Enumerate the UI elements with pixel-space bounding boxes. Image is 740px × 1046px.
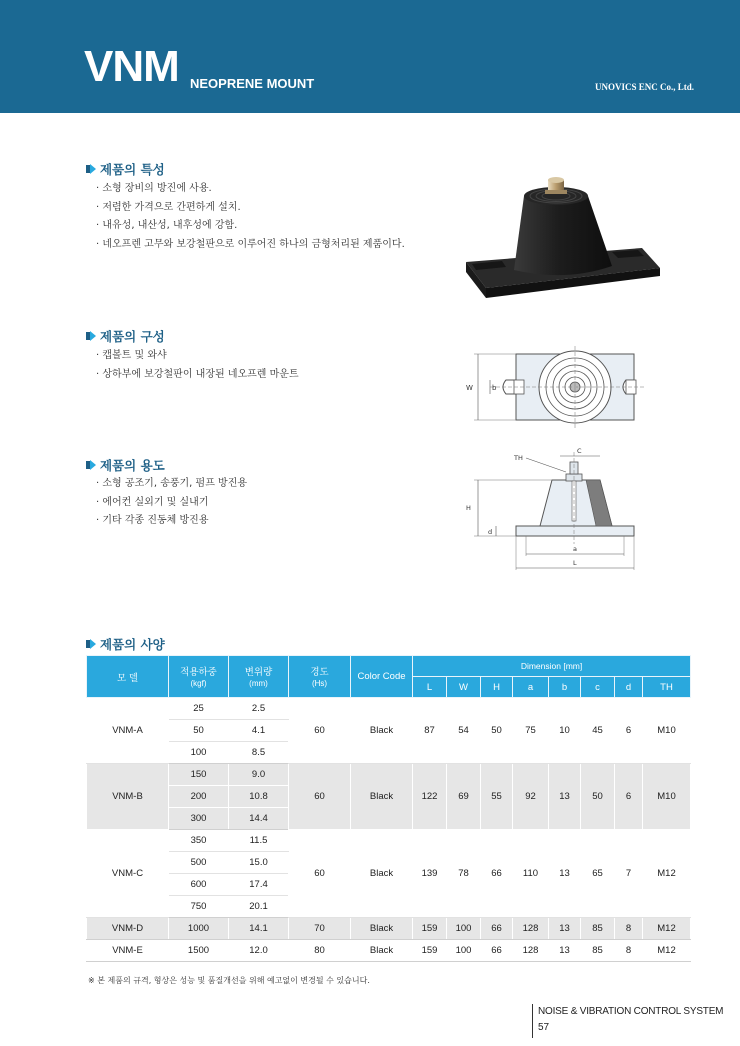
header-dimension: Dimension [mm]	[413, 656, 691, 677]
section-arrow-icon	[86, 164, 96, 174]
cell-load: 500	[169, 852, 229, 874]
cell-dim-w: 54	[447, 698, 481, 764]
page-number: 57	[538, 1022, 550, 1033]
cell-model: VNM-A	[87, 698, 169, 764]
cell-dim-d: 6	[615, 764, 643, 830]
header-load: 적용하중 (kgf)	[169, 656, 229, 698]
cell-load: 350	[169, 830, 229, 852]
header-color-code: Color Code	[351, 656, 413, 698]
disclaimer-note: ※ 본 제품의 규격, 형상은 성능 및 품질개선을 위해 예고없이 변경될 수 있습니다.	[88, 976, 370, 985]
cell-load: 100	[169, 742, 229, 764]
cell-hardness: 80	[289, 940, 351, 962]
cell-dim-h: 66	[481, 918, 513, 940]
header-model: 모 델	[87, 656, 169, 698]
dim-label-w: W	[466, 384, 473, 392]
usage-list	[96, 475, 247, 531]
header-dim-b: b	[549, 677, 581, 698]
cell-color-code: Black	[351, 764, 413, 830]
dim-label-l: L	[573, 559, 577, 567]
section-arrow-icon	[86, 331, 96, 341]
cell-hardness: 60	[289, 698, 351, 764]
cell-load: 25	[169, 698, 229, 720]
section-features-title	[86, 160, 165, 178]
cell-color-code: Black	[351, 698, 413, 764]
cell-dim-l: 159	[413, 918, 447, 940]
cell-deflection: 15.0	[229, 852, 289, 874]
header-dim-c: c	[581, 677, 615, 698]
cell-load: 1500	[169, 940, 229, 962]
cell-dim-c: 85	[581, 918, 615, 940]
list-item: · 상하부에 보강철판이 내장된 네오프렌 마운트	[96, 366, 299, 385]
dim-label-b: b	[492, 384, 497, 392]
table-row	[87, 918, 691, 940]
cell-color-code: Black	[351, 830, 413, 918]
cell-dim-l: 87	[413, 698, 447, 764]
header-dim-w: W	[447, 677, 481, 698]
cell-dim-w: 78	[447, 830, 481, 918]
table-row	[87, 830, 691, 852]
product-subtitle: NEOPRENE MOUNT	[190, 76, 315, 91]
list-item: · 소형 공조기, 송풍기, 펌프 방진용	[96, 475, 247, 494]
section-title-text: 제품의 구성	[100, 329, 165, 344]
cell-dim-b: 13	[549, 830, 581, 918]
header-deflection: 변위량 (mm)	[229, 656, 289, 698]
list-item: · 저렴한 가격으로 간편하게 설치.	[96, 199, 405, 218]
cell-dim-b: 13	[549, 940, 581, 962]
section-title-text: 제품의 특성	[100, 162, 165, 177]
header-hardness: 경도 (Hs)	[289, 656, 351, 698]
cell-deflection: 14.1	[229, 918, 289, 940]
cell-dim-a: 110	[513, 830, 549, 918]
cell-deflection: 10.8	[229, 786, 289, 808]
cell-model: VNM-C	[87, 830, 169, 918]
cell-dim-h: 55	[481, 764, 513, 830]
cell-dim-a: 75	[513, 698, 549, 764]
dim-label-c: C	[577, 447, 582, 455]
cell-load: 1000	[169, 918, 229, 940]
company-name: UNOVICS ENC Co., Ltd.	[594, 82, 694, 92]
cell-hardness: 60	[289, 830, 351, 918]
section-usage-title	[86, 456, 165, 474]
cell-load: 300	[169, 808, 229, 830]
section-spec-title	[86, 635, 165, 653]
dim-label-th: TH	[514, 454, 523, 462]
cell-dim-w: 69	[447, 764, 481, 830]
cell-hardness: 70	[289, 918, 351, 940]
footer-title: NOISE & VIBRATION CONTROL SYSTEM	[538, 1006, 724, 1017]
cell-dim-l: 139	[413, 830, 447, 918]
cell-dim-th: M12	[643, 830, 691, 918]
cell-color-code: Black	[351, 918, 413, 940]
cell-load: 150	[169, 764, 229, 786]
cell-model: VNM-B	[87, 764, 169, 830]
cell-deflection: 20.1	[229, 896, 289, 918]
list-item: · 캡볼트 및 와샤	[96, 347, 299, 366]
cell-dim-b: 10	[549, 698, 581, 764]
cell-deflection: 12.0	[229, 940, 289, 962]
cell-deflection: 4.1	[229, 720, 289, 742]
section-composition-title	[86, 327, 165, 345]
cell-dim-d: 8	[615, 940, 643, 962]
cell-color-code: Black	[351, 940, 413, 962]
cell-load: 750	[169, 896, 229, 918]
dim-label-d: d	[488, 528, 493, 536]
cell-load: 600	[169, 874, 229, 896]
cell-dim-th: M12	[643, 940, 691, 962]
cell-dim-a: 128	[513, 918, 549, 940]
section-title-text: 제품의 용도	[100, 458, 165, 473]
section-arrow-icon	[86, 460, 96, 470]
product-model: VNM	[84, 42, 179, 91]
cell-dim-th: M10	[643, 764, 691, 830]
list-item: · 네오프렌 고무와 보강철판으로 이루어진 하나의 금형처리된 제품이다.	[96, 236, 405, 255]
cell-dim-l: 159	[413, 940, 447, 962]
cell-deflection: 14.4	[229, 808, 289, 830]
cell-dim-d: 8	[615, 918, 643, 940]
cell-dim-c: 65	[581, 830, 615, 918]
table-row	[87, 698, 691, 720]
cell-dim-b: 13	[549, 764, 581, 830]
cell-dim-d: 7	[615, 830, 643, 918]
cell-dim-h: 66	[481, 830, 513, 918]
cell-dim-d: 6	[615, 698, 643, 764]
cell-load: 200	[169, 786, 229, 808]
cell-hardness: 60	[289, 764, 351, 830]
list-item: · 에어컨 실외기 및 실내기	[96, 494, 247, 513]
spec-table	[86, 655, 691, 962]
cell-dim-th: M10	[643, 698, 691, 764]
list-item: · 내유성, 내산성, 내후성에 강함.	[96, 217, 405, 236]
cell-dim-th: M12	[643, 918, 691, 940]
cell-dim-c: 50	[581, 764, 615, 830]
header-dim-l: L	[413, 677, 447, 698]
side-view-drawing	[460, 444, 650, 574]
spec-table-body	[87, 698, 691, 962]
list-item: · 기타 각종 진동체 방진용	[96, 512, 247, 531]
cell-dim-a: 128	[513, 940, 549, 962]
cell-dim-w: 100	[447, 918, 481, 940]
cell-dim-a: 92	[513, 764, 549, 830]
page-header	[0, 0, 740, 113]
cell-load: 50	[169, 720, 229, 742]
table-row	[87, 940, 691, 962]
cell-model: VNM-E	[87, 940, 169, 962]
dim-label-h: H	[466, 504, 471, 512]
cell-dim-b: 13	[549, 918, 581, 940]
cell-deflection: 8.5	[229, 742, 289, 764]
composition-list	[96, 347, 299, 384]
cell-dim-h: 50	[481, 698, 513, 764]
product-photo	[462, 170, 662, 302]
cell-dim-h: 66	[481, 940, 513, 962]
cell-deflection: 17.4	[229, 874, 289, 896]
header-dim-a: a	[513, 677, 549, 698]
cell-dim-c: 45	[581, 698, 615, 764]
cell-model: VNM-D	[87, 918, 169, 940]
section-arrow-icon	[86, 639, 96, 649]
cell-dim-w: 100	[447, 940, 481, 962]
cell-dim-c: 85	[581, 940, 615, 962]
cell-deflection: 9.0	[229, 764, 289, 786]
table-row	[87, 764, 691, 786]
header-dim-d: d	[615, 677, 643, 698]
list-item: · 소형 장비의 방진에 사용.	[96, 180, 405, 199]
features-list	[96, 180, 405, 254]
header-dim-th: TH	[643, 677, 691, 698]
cell-deflection: 2.5	[229, 698, 289, 720]
cell-deflection: 11.5	[229, 830, 289, 852]
cell-dim-l: 122	[413, 764, 447, 830]
section-title-text: 제품의 사양	[100, 637, 165, 652]
header-dim-h: H	[481, 677, 513, 698]
top-view-drawing	[460, 342, 650, 432]
footer-divider	[532, 1004, 533, 1038]
dim-label-a: a	[573, 545, 577, 553]
